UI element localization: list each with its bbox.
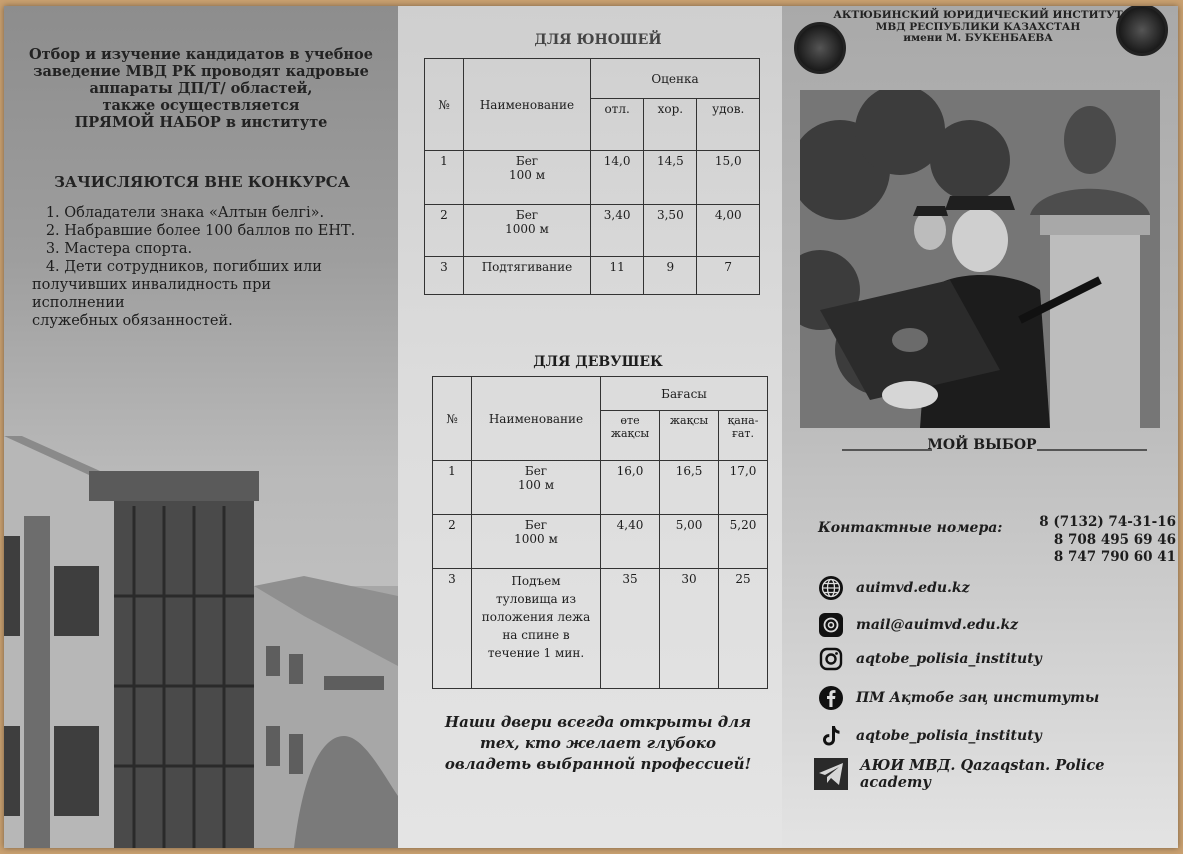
institute-header [818, 10, 1138, 45]
list-item: 1. Обладатели знака «Алтын белгі». [32, 205, 325, 221]
row-no: 1 [433, 461, 472, 515]
grade-col-header: жақсы [660, 411, 719, 461]
link-text: auimvd.edu.kz [856, 580, 970, 596]
header-line: МВД РЕСПУБЛИКИ КАЗАХСТАН [875, 20, 1081, 33]
brochure-sheet [4, 6, 1178, 848]
facebook-link[interactable] [818, 685, 1099, 711]
header-line: имени М. БУКЕНБАЕВА [903, 32, 1053, 44]
row-value: 25 [719, 569, 768, 689]
email-icon [818, 612, 844, 638]
phone-number: 8 (7132) 74-31-16 [1039, 514, 1176, 530]
row-value: 5,20 [719, 515, 768, 569]
row-value: 16,0 [601, 461, 660, 515]
intro-line: ПРЯМОЙ НАБОР в институте [74, 114, 328, 131]
intro-text [26, 46, 376, 131]
tiktok-icon [818, 723, 844, 749]
col-grade-header: Бағасы [601, 377, 768, 411]
row-value: 17,0 [719, 461, 768, 515]
link-text: АЮИ МВД. Qazaqstan. Police academy [860, 757, 1105, 791]
row-name: Бег 1000 м [472, 515, 601, 569]
intro-line: также осуществляется [102, 97, 300, 114]
row-value: 30 [660, 569, 719, 689]
intro-line: заведение МВД РК проводят кадровые [33, 63, 369, 80]
globe-icon [818, 575, 844, 601]
left-panel [4, 6, 398, 848]
row-value: 7 [697, 257, 760, 295]
row-no: 3 [425, 257, 464, 295]
link-text: mail@auimvd.edu.kz [856, 617, 1019, 633]
list-item: 4. Дети сотрудников, погибших или [32, 259, 322, 275]
email-link[interactable] [818, 612, 1018, 638]
row-no: 2 [433, 515, 472, 569]
grade-col-header: отл. [591, 99, 644, 151]
heading-text: ЗАЧИСЛЯЮТСЯ ВНЕ КОНКУРСА [54, 173, 350, 191]
intro-line: аппараты ДП/Т/ областей, [89, 80, 313, 97]
middle-panel [398, 6, 782, 848]
motto-text: Наши двери всегда открыты для тех, кто желает глубоко овладеть выбранной профессией! [444, 713, 752, 773]
col-grade-header: Оценка [591, 59, 760, 99]
girls-standards-table [432, 376, 768, 689]
building-image [4, 436, 398, 848]
privilege-list [32, 204, 392, 330]
website-link[interactable] [818, 575, 970, 601]
row-name: Бег 100 м [472, 461, 601, 515]
row-value: 15,0 [697, 151, 760, 205]
row-name: Бег 1000 м [464, 205, 591, 257]
list-item: служебных обязанностей. [32, 313, 233, 329]
col-name-header: Наименование [464, 59, 591, 151]
row-value: 5,00 [660, 515, 719, 569]
link-text: aqtobe_polisia_instituty [856, 728, 1042, 744]
row-value: 35 [601, 569, 660, 689]
grade-col-header: қана- ғат. [719, 411, 768, 461]
facebook-icon [818, 685, 844, 711]
row-value: 16,5 [660, 461, 719, 515]
row-value: 14,5 [644, 151, 697, 205]
col-name-header: Наименование [472, 377, 601, 461]
row-name: Подъем туловища из положения лежа на спине в течение 1 мин. [472, 569, 601, 689]
row-value: 11 [591, 257, 644, 295]
row-value: 9 [644, 257, 697, 295]
telegram-icon [814, 758, 848, 790]
list-item: 2. Набравшие более 100 баллов по ЕНТ. [32, 223, 356, 239]
row-no: 1 [425, 151, 464, 205]
boys-standards-table [424, 58, 760, 295]
cadet-oath-photo [800, 90, 1160, 428]
row-name: Подтягивание [464, 257, 591, 295]
intro-line: Отбор и изучение кандидатов в учебное [29, 46, 373, 63]
contacts-label: Контактные номера: [818, 520, 1003, 536]
boys-title: ДЛЯ ЮНОШЕЙ [534, 32, 662, 48]
phone-number: 8 708 495 69 46 [1053, 531, 1176, 548]
telegram-link[interactable] [818, 758, 1178, 790]
row-value: 14,0 [591, 151, 644, 205]
table-row [433, 515, 768, 569]
grade-col-header: удов. [697, 99, 760, 151]
row-no: 3 [433, 569, 472, 689]
table-row [433, 461, 768, 515]
row-value: 4,40 [601, 515, 660, 569]
list-item: получивших инвалидность при [32, 277, 272, 293]
list-item: 3. Мастера спорта. [32, 241, 193, 257]
col-no-header: № [425, 59, 464, 151]
row-no: 2 [425, 205, 464, 257]
tiktok-link[interactable] [818, 723, 1042, 749]
right-panel [782, 6, 1178, 848]
grade-col-header: хор. [644, 99, 697, 151]
table-row [425, 151, 760, 205]
link-text: ПМ Ақтобе заң институты [856, 690, 1100, 706]
phone-numbers [982, 514, 1176, 567]
row-value: 4,00 [697, 205, 760, 257]
phone-number: 8 747 790 60 41 [1053, 549, 1176, 565]
row-value: 3,50 [644, 205, 697, 257]
grade-col-header: өте жақсы [601, 411, 660, 461]
my-choice-title: МОЙ ВЫБОР [927, 437, 1037, 453]
table-row [433, 569, 768, 689]
table-row [425, 205, 760, 257]
list-item: исполнении [32, 295, 125, 311]
girls-title: ДЛЯ ДЕВУШЕК [533, 354, 663, 370]
table-row [425, 257, 760, 295]
row-value: 3,40 [591, 205, 644, 257]
instagram-link[interactable] [818, 646, 1042, 672]
row-name: Бег 100 м [464, 151, 591, 205]
header-line: АКТЮБИНСКИЙ ЮРИДИЧЕСКИЙ ИНСТИТУТ [833, 9, 1123, 21]
instagram-icon [818, 646, 844, 672]
link-text: aqtobe_polisia_instituty [856, 651, 1042, 667]
col-no-header: № [433, 377, 472, 461]
outside-competition-heading [32, 174, 372, 191]
